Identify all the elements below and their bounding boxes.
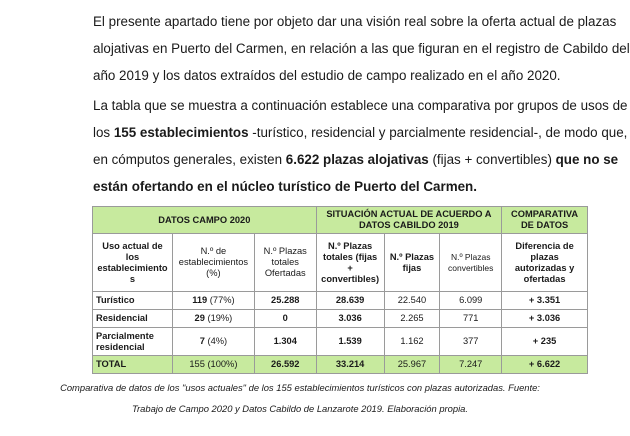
col-uso: Uso actual de los establecimiento s — [93, 234, 173, 292]
col-n-establecimientos: N.º de establecimientos (%) — [172, 234, 254, 292]
table-total-row: TOTAL 155 (100%) 26.592 33.214 25.967 7.247 + 6.622 — [93, 356, 588, 374]
comparison-line-4: están ofertando en el núcleo turístico de Puerto del Carmen. — [93, 179, 477, 194]
intro-line-1: El presente apartado tiene por objeto dar una visión real sobre la oferta actual de plazas — [93, 14, 617, 29]
table-row: Parcialmente residencial 7 (4%) 1.304 1.539 1.162 377 + 235 — [93, 328, 588, 356]
intro-line-2: alojativas en Puerto del Carmen, en relación a las que figuran en el registro de Cabildo del — [93, 41, 630, 56]
table-caption-line-2: Trabajo de Campo 2020 y Datos Cabildo de Lanzarote 2019. Elaboración propia. — [132, 403, 468, 414]
col-plazas-totales: N.º Plazas totales (fijas + convertibles) — [316, 234, 384, 292]
header-situacion-actual: SITUACIÓN ACTUAL DE ACUERDO A DATOS CABILDO 2019 — [316, 207, 502, 234]
comparison-line-3: en cómputos generales, existen 6.622 plazas alojativas (fijas + convertibles) que no se — [93, 152, 619, 167]
col-plazas-ofertadas: N.º Plazas totales Ofertadas — [254, 234, 316, 292]
table-row: Residencial 29 (19%) 0 3.036 2.265 771 + 3.036 — [93, 310, 588, 328]
comparison-paragraph — [93, 92, 628, 200]
comparison-line-1: La tabla que se muestra a continuación establece una comparativa por grupos de usos de — [93, 98, 628, 113]
table-caption-line-1: Comparativa de datos de los "usos actuales" de los 155 establecimientos turísticos con plazas autorizadas. Fuente: — [60, 382, 540, 393]
comparison-table — [92, 206, 588, 374]
comparison-line-2: los 155 establecimientos -turístico, residencial y parcialmente residencial-, de modo que, — [93, 125, 628, 140]
col-plazas-convertibles: N.º Plazas convertibles — [440, 234, 502, 292]
intro-paragraph — [93, 8, 630, 89]
table-row: Turístico 119 (77%) 25.288 28.639 22.540 6.099 + 3.351 — [93, 292, 588, 310]
header-datos-campo: DATOS CAMPO 2020 — [93, 207, 317, 234]
establishments-count: 155 establecimientos — [113, 125, 249, 140]
col-diferencia: Diferencia de plazas autorizadas y ofertadas — [502, 234, 588, 292]
col-plazas-fijas: N.º Plazas fijas — [384, 234, 440, 292]
intro-line-3: año 2019 y los datos extraídos del estudio de campo realizado en el año 2020. — [93, 68, 561, 83]
places-count: 6.622 plazas alojativas — [285, 152, 429, 167]
header-comparativa: COMPARATIVA DE DATOS — [502, 207, 588, 234]
